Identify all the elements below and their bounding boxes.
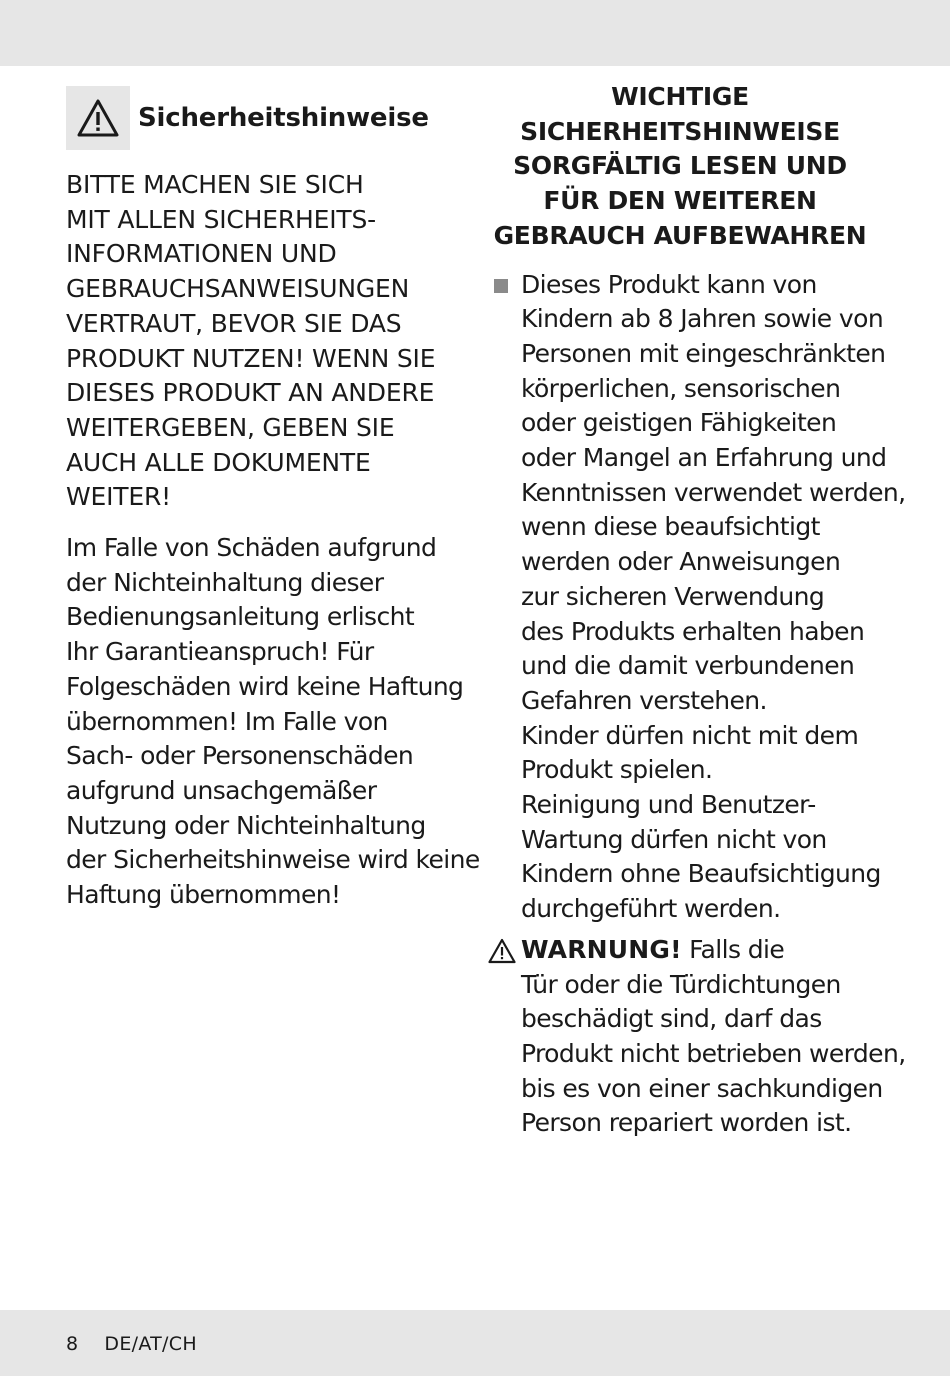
text-line: des Produkts erhalten haben xyxy=(521,616,865,646)
text-line: GEBRAUCHSANWEISUNGEN xyxy=(66,274,410,304)
text-line: Kindern ohne Beaufsichtigung xyxy=(521,859,881,889)
title-line: SORGFÄLTIG LESEN UND xyxy=(513,151,847,181)
text-line: der Sicherheitshinweise wird keine xyxy=(66,845,480,875)
text-line: PRODUKT NUTZEN! WENN SIE xyxy=(66,343,436,373)
text-line: Tür oder die Türdichtungen xyxy=(521,969,841,999)
text-line: INFORMATIONEN UND xyxy=(66,239,337,269)
page-footer xyxy=(66,1333,197,1355)
text-line: WEITERGEBEN, GEBEN SIE xyxy=(66,412,395,442)
text-line: Personen mit eingeschränkten xyxy=(521,338,886,368)
important-notice-title xyxy=(488,80,872,254)
text-line: oder geistigen Fähigkeiten xyxy=(521,408,837,438)
bullet-text xyxy=(488,268,906,927)
title-line: GEBRAUCH AUFBEWAHREN xyxy=(493,220,867,250)
text-line: MIT ALLEN SICHERHEITS- xyxy=(66,204,376,234)
text-line: und die damit verbundenen xyxy=(521,651,855,681)
text-line: Kindern ab 8 Jahren sowie von xyxy=(521,304,884,334)
text-line: Produkt nicht betrieben werden, xyxy=(521,1038,906,1068)
title-line: WICHTIGE xyxy=(611,82,749,111)
text-line: werden oder Anweisungen xyxy=(521,547,841,577)
page-number: 8 xyxy=(66,1333,79,1355)
left-column xyxy=(66,86,480,913)
warning-triangle-icon xyxy=(76,98,120,138)
text-line: Kenntnissen verwendet werden, xyxy=(521,477,906,507)
text-line: Kinder dürfen nicht mit dem xyxy=(521,720,859,750)
liability-paragraph xyxy=(66,531,480,913)
text-line: Produkt spielen. xyxy=(521,755,713,785)
warning-lines xyxy=(521,968,906,1142)
warning-icon-box xyxy=(66,86,130,150)
title-line: SICHERHEITSHINWEISE xyxy=(520,116,840,146)
text-line: AUCH ALLE DOKUMENTE xyxy=(66,447,371,477)
warning-label: WARNUNG! xyxy=(521,934,682,964)
text-line: beschädigt sind, darf das xyxy=(521,1004,822,1034)
text-line: DIESES PRODUKT AN ANDERE xyxy=(66,378,435,408)
text-line: Wartung dürfen nicht von xyxy=(521,824,827,854)
text-line: Reinigung und Benutzer- xyxy=(521,790,816,820)
warning-item xyxy=(488,933,906,1141)
top-bar xyxy=(0,0,950,66)
text-line: körperlichen, sensorischen xyxy=(521,373,841,403)
section-title: Sicherheitshinweise xyxy=(138,103,429,133)
text-line: WEITER! xyxy=(66,482,171,512)
warning-text xyxy=(488,933,906,1141)
text-line: BITTE MACHEN SIE SICH xyxy=(66,170,364,199)
warning-triangle-icon xyxy=(488,938,516,964)
text-line: Haftung übernommen! xyxy=(66,880,341,910)
text-line: wenn diese beaufsichtigt xyxy=(521,512,820,542)
right-column xyxy=(488,80,906,1141)
text-line: Bedienungsanleitung erlischt xyxy=(66,602,415,632)
warning-first-line xyxy=(521,933,888,968)
section-heading xyxy=(66,86,466,150)
text-line: zur sicheren Verwendung xyxy=(521,581,825,611)
text-line: Im Falle von Schäden aufgrund xyxy=(66,533,437,563)
square-bullet-icon xyxy=(494,279,508,293)
warning-first-line-rest: Falls die xyxy=(681,934,785,964)
text-line: aufgrund unsachgemäßer xyxy=(66,775,377,805)
text-line: bis es von einer sachkundigen xyxy=(521,1073,883,1103)
text-line: Sach- oder Personenschäden xyxy=(66,741,414,771)
text-line: Nutzung oder Nichteinhaltung xyxy=(66,810,426,840)
text-line: oder Mangel an Erfahrung und xyxy=(521,443,887,473)
text-line: durchgeführt werden. xyxy=(521,894,781,924)
text-line: Gefahren verstehen. xyxy=(521,685,767,715)
title-line: FÜR DEN WEITEREN xyxy=(543,186,817,216)
text-line: VERTRAUT, BEVOR SIE DAS xyxy=(66,308,402,338)
text-line: Person repariert worden ist. xyxy=(521,1108,852,1138)
text-line: der Nichteinhaltung dieser xyxy=(66,567,384,597)
text-line: Dieses Produkt kann von xyxy=(521,269,817,299)
text-line: Ihr Garantieanspruch! Für xyxy=(66,637,374,667)
text-line: übernommen! Im Falle von xyxy=(66,706,388,736)
locale-label: DE/AT/CH xyxy=(104,1333,197,1355)
bullet-item xyxy=(488,268,906,927)
caps-notice xyxy=(66,168,466,515)
text-line: Folgeschäden wird keine Haftung xyxy=(66,671,464,701)
